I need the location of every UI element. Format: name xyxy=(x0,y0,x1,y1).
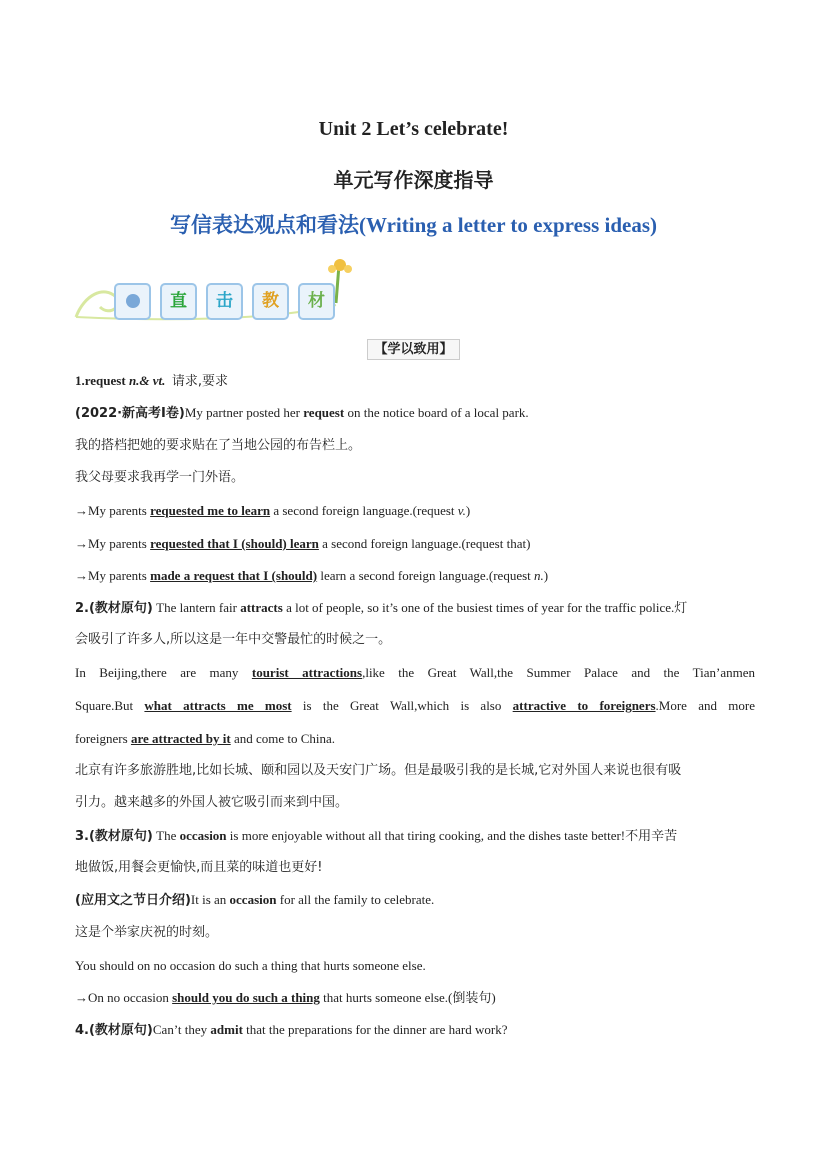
item-3-sentence: You should on no occasion do such a thing that hurts someone else. xyxy=(75,958,426,973)
topic-title: 写信表达观点和看法(Writing a letter to express ideas) xyxy=(169,213,658,237)
banner-tile-2 xyxy=(206,283,243,320)
banner-clock-tile xyxy=(114,283,151,320)
banner-tile-3 xyxy=(252,283,289,320)
banner-tile-1 xyxy=(160,283,197,320)
item-1-rewrite-1: →My parents requested me to learn a second foreign language.(request v.) xyxy=(75,503,471,518)
textbook-banner xyxy=(74,255,364,330)
item-2-passage-line-3: foreigners are attracted by it and come to China. xyxy=(75,731,336,746)
item-2-passage-line-2: Square.But what attracts me most is the Great Wall,which is also attractive to foreigners.More and more xyxy=(75,698,756,713)
banner-tile-text: 教 xyxy=(262,291,279,311)
item-1-rewrite-2: →My parents requested that I (should) learn a second foreign language.(request that) xyxy=(75,536,531,551)
clock-icon xyxy=(126,294,140,308)
item-2-passage-line-1: In Beijing,there are many tourist attractions,like the Great Wall,the Summer Palace and the Tian’anmen xyxy=(75,665,755,680)
item-3-rewrite: →On no occasion should you do such a thing that hurts someone else.(倒装句) xyxy=(75,990,496,1005)
item-1-translation: 我的搭档把她的要求贴在了当地公园的布告栏上。 xyxy=(75,438,362,453)
item-4-heading: 4.(教材原句)Can’t they admit that the preparations for the dinner are hard work? xyxy=(75,1022,508,1038)
item-1-example: (2022·新高考Ⅰ卷)My partner posted her request on the notice board of a local park. xyxy=(75,405,529,421)
banner-tile-4 xyxy=(298,283,335,320)
item-3-heading: 3.(教材原句) The occasion is more enjoyable without all that tiring cooking, and the dishes taste better!不用辛苦 xyxy=(75,828,678,844)
item-2-translation: 会吸引了许多人,所以这是一年中交警最忙的时候之一。 xyxy=(75,632,392,647)
unit-title: Unit 2 Let’s celebrate! xyxy=(318,118,509,140)
banner-tile-text: 击 xyxy=(216,291,233,311)
item-2-translation-line-2: 引力。越来越多的外国人被它吸引而来到中国。 xyxy=(75,795,349,810)
item-2-translation-line-1: 北京有许多旅游胜地,比如长城、颐和园以及天安门广场。但是最吸引我的是长城,它对外国人来说也很有吸 xyxy=(75,763,682,778)
item-3-example: (应用文之节日介绍)It is an occasion for all the family to celebrate. xyxy=(75,892,435,908)
item-3-example-translation: 这是个举家庆祝的时刻。 xyxy=(75,925,219,940)
page-subtitle: 单元写作深度指导 xyxy=(333,168,494,192)
section-label: 【学以致用】 xyxy=(0,338,827,357)
item-1-prompt: 我父母要求我再学一门外语。 xyxy=(75,470,245,485)
banner-tile-text: 材 xyxy=(308,291,325,311)
item-3-translation: 地做饭,用餐会更愉快,而且菜的味道也更好! xyxy=(75,860,323,875)
item-2-heading: 2.(教材原句) The lantern fair attracts a lot of people, so it’s one of the busiest times of year for the traffic police.灯 xyxy=(75,600,688,616)
item-1-rewrite-3: →My parents made a request that I (should) learn a second foreign language.(request n.) xyxy=(75,568,549,583)
banner-tile-text: 直 xyxy=(170,291,187,311)
item-1-heading: 1.request n.& vt. 请求,要求 xyxy=(75,373,229,389)
